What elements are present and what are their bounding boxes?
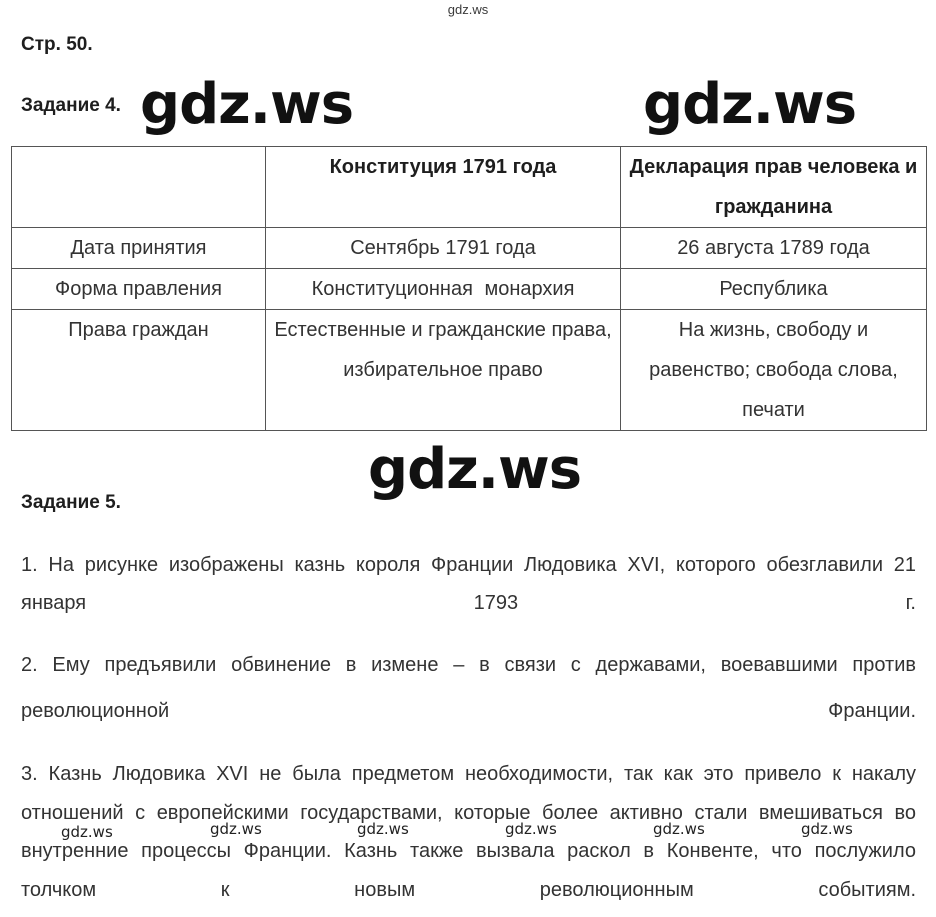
watermark-top: gdz.ws: [447, 2, 489, 17]
table-row: [12, 269, 927, 310]
table-header-cell: Декларация прав человека и гражданина: [621, 147, 927, 228]
task5-title: Задание 5.: [21, 492, 121, 513]
table-header-cell: [12, 147, 266, 228]
watermark-large: gdz.ws: [140, 72, 354, 137]
task4-title: Задание 4.: [21, 95, 121, 116]
answer-paragraph-1: 1. На рисунке изображены казнь короля Франции Людовика XVI, которого обезглавили 21 января 1793 г.: [21, 554, 916, 614]
table-header-row: [12, 147, 927, 228]
page-label: Стр. 50.: [21, 34, 93, 55]
table-header-cell: Конституция 1791 года: [266, 147, 621, 228]
watermark-large: gdz.ws: [643, 72, 857, 137]
table-row: [12, 310, 927, 431]
watermark-small: gdz.ws: [653, 820, 705, 838]
watermark-small: gdz.ws: [210, 820, 262, 838]
table-cell: Сентябрь 1791 года: [266, 228, 621, 269]
watermark-small: gdz.ws: [801, 820, 853, 838]
table-cell: Права граждан: [12, 310, 266, 431]
table-cell: Форма правления: [12, 269, 266, 310]
table-cell: Дата принятия: [12, 228, 266, 269]
watermark-large: gdz.ws: [368, 437, 582, 502]
table-cell: 26 августа 1789 года: [621, 228, 927, 269]
answer-paragraph-2: 2. Ему предъявили обвинение в измене – в связи с державами, воевавшими против революционной Франции.: [21, 654, 916, 722]
watermark-small: gdz.ws: [357, 820, 409, 838]
table-cell: Естественные и гражданские права, избирательное право: [266, 310, 621, 431]
table-cell: На жизнь, свободу и равенство; свобода слова, печати: [621, 310, 927, 431]
watermark-small: gdz.ws: [61, 823, 113, 841]
answer-paragraph-3: 3. Казнь Людовика XVI не была предметом необходимости, так как это привело к накалу отношений с европейскими государствами, которые более активно стали вмешиваться во внутренние процессы Франции. Казнь также вызвала раскол в Конвенте, что послужило толчком к новым революционным событиям.: [21, 763, 916, 901]
table-row: [12, 228, 927, 269]
table-cell: Конституционная монархия: [266, 269, 621, 310]
comparison-table: [11, 146, 927, 431]
watermark-small: gdz.ws: [505, 820, 557, 838]
table-cell: Республика: [621, 269, 927, 310]
